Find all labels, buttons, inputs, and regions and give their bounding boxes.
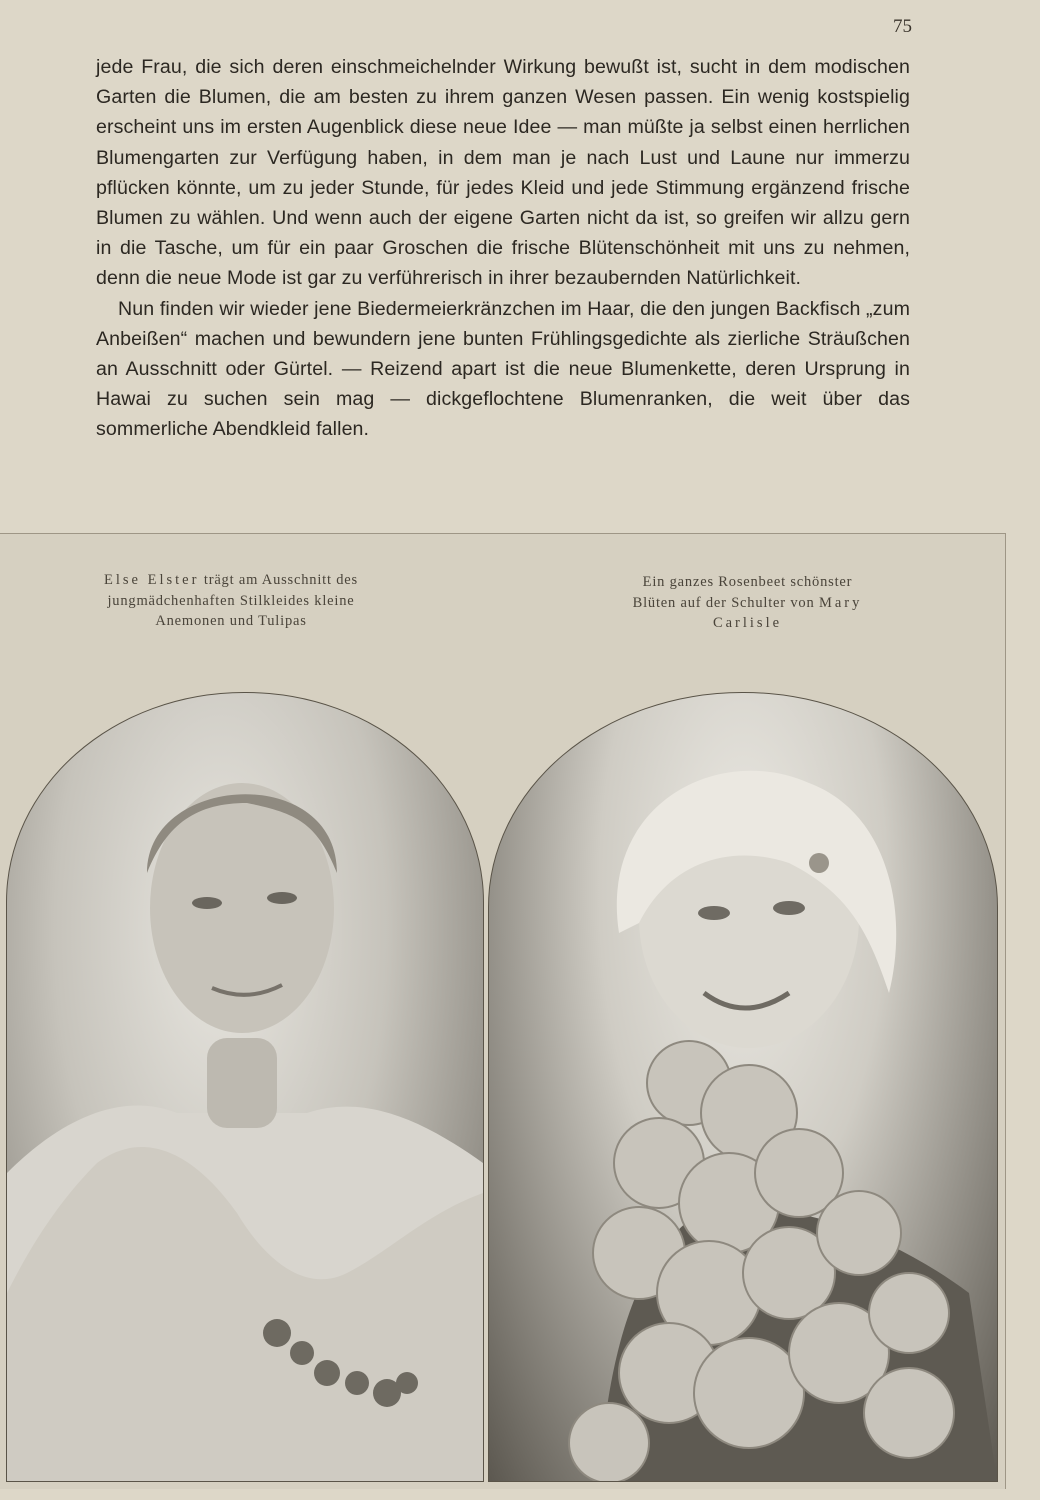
article-paragraph-1: jede Frau, die sich deren einschmeichelnder Wirkung bewußt ist, sucht in dem modischen Garten die Blumen, die am besten zu ihrem ganzen Wesen passen. Ein wenig kostspielig erscheint uns im ersten Augenblick diese neue Idee — man müßte ja selbst einen herrlichen Blumengarten zur Verfügung haben, in dem man je nach Lust und Laune nur immerzu pflücken könnte, um zu jeder Stunde, für jedes Kleid und jede Stimmung ergänzend frische Blumen zu wählen. Und wenn auch der eigene Garten nicht da ist, so greifen wir allzu gern in die Tasche, um für ein paar Groschen die frische Blütenschönheit mit uns zu nehmen, denn die neue Mode ist gar zu verführerisch in ihrer bezaubernden Natürlichkeit. — [96, 56, 910, 290]
portrait-photo-left — [6, 692, 484, 1482]
portrait-illustration-left — [7, 693, 483, 1481]
caption-name-left: Else Elster — [104, 572, 200, 588]
photo-caption-right — [625, 572, 870, 634]
page-number: 75 — [893, 16, 912, 37]
article-body — [96, 52, 910, 445]
photo-caption-left — [100, 570, 362, 632]
portrait-illustration-right — [489, 693, 997, 1481]
article-paragraph-2: Nun finden wir wieder jene Biedermeierkränzchen im Haar, die den jungen Backfisch „zum Anbeißen“ machen und bewundern jene bunten Frühlingsgedichte als zierliche Sträußchen an Ausschnitt oder Gürtel. — Reizend apart ist die neue Blumenkette, deren Ursprung in Hawai zu suchen sein mag — dickgeflochtene Blumenranken, die weit über das sommerliche Abendkleid fallen. — [96, 297, 910, 441]
photo-panel — [0, 533, 1006, 1489]
caption-text-left: trägt am Ausschnitt des jungmädchenhaften Stilkleides kleine Anemonen und Tulipas — [107, 572, 358, 629]
caption-text-right: Ein ganzes Rosenbeet schönster Blüten auf der Schulter von — [632, 574, 853, 611]
caption-name-right: Mary Carlisle — [712, 594, 863, 631]
portrait-photo-right — [488, 692, 998, 1482]
